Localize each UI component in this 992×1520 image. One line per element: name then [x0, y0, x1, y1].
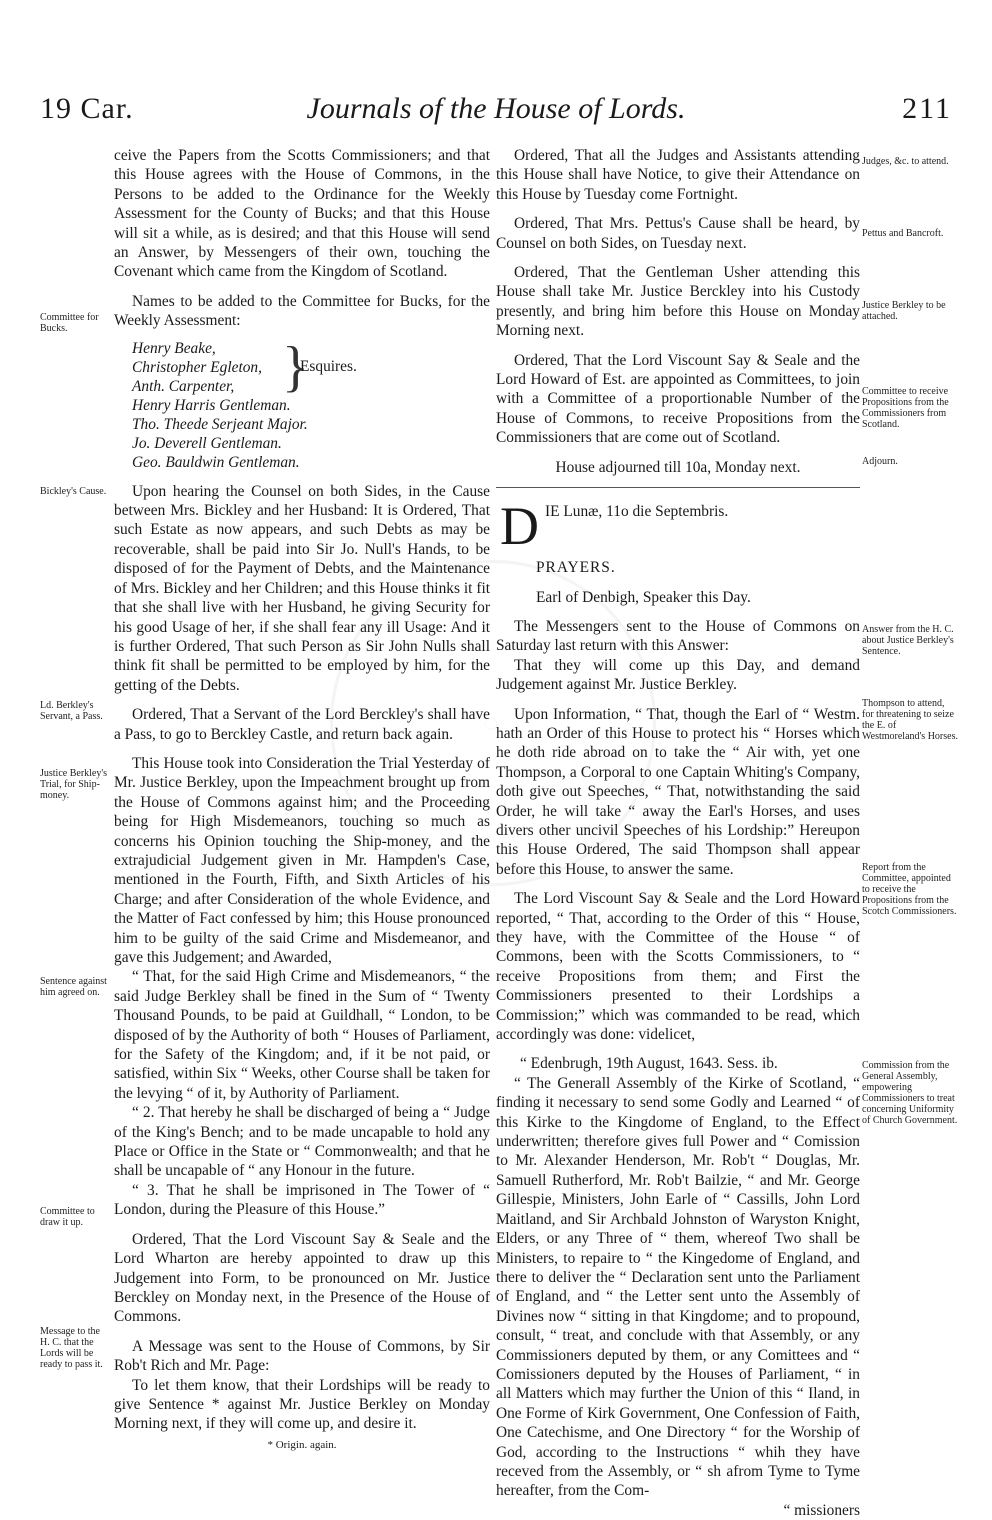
paragraph-commission: “ The Generall Assembly of the Kirke of Scotland, “ finding it necessary to send some Godly and Learned “ of this Kirke to the Kingdome of England, to the Effect underwritten; therefore gives full Power and “ Comission to Mr. Alexander Henderson, Mr. Rob't “ Douglas, Mr. Samuell Rutherford, Mr. Rob't Bailzie, “ and Mr. George Gillespie, Ministers, John Earle of “ Cassills, John Lord Maitland, and Sir Archbald Johnston of Waryston Knight, Elders, or any Three of “ them, whereof Two shall be Ministers, to repaire to “ the Kingedome of England, and there to deliver the “ Declaration sent unto the Parliament of England, and “ the Letter sent unto the Assembly of Divines now “ sitting in that Kingdome; and to propound, consult, “ treat, and conclude with that Assembly, or any Commissioners deputed by them, or any Comittees and “ Comissioners deputed by the Houses of Parliament, “ in all Matters which may further the Union of this “ Iland, in One Forme of Kirk Government, One Confession of Faith, One Catechisme, and One Directory “ for the Worship of God, according to the Instructions “ whih they have receved from the Assembly, or “ sh afrom Tyme to Tyme hereafter, from the Com- — [496, 1074, 860, 1500]
running-title: Journals of the House of Lords. — [306, 92, 686, 125]
paragraph-bickley-cause: Upon hearing the Counsel on both Sides, in the Cause between Mrs. Bickley and her Husband: It is Ordered, That such Estate as now appears, and such Debts as may be recoverable, shall be paid into Sir Jo. Null's Hands, to be disposed of for the Payment of Debts, and the Maintenance of Mrs. Bickley and her Children; and this House thinks it fit that she shall live with her Husband, he giving Security for his good Usage of her, if she shall fear any ill Usage: And it is further Ordered, That such Person as Sir John Nulls shall think fit shall be permitted to be employed by him, for the getting of the Debts. — [114, 482, 490, 694]
names-list — [132, 335, 490, 472]
footnote: * Origin. again. — [267, 1438, 337, 1451]
margin-note-justice-attached: Justice Berkley to be attached. — [862, 300, 946, 322]
paragraph-bucks-committee: Names to be added to the Committee for Bucks, for the Weekly Assessment: — [114, 292, 490, 330]
paragraph-scotts-papers: ceive the Papers from the Scotts Commissioners; and that this House agrees with the House of Commons, in the Persons to be added to the Ordinance for the Weekly Assessment for the County of Bucks; and that this House will sit a while, as is desired; and that this House will send an Answer, by Messengers of their own, touching the Covenant which came from the Kingdom of Scotland. — [114, 147, 490, 281]
name-entry: Tho. Theede Serjeant Major. — [132, 415, 308, 433]
margin-note-commission: Commission from the General Assembly, empowering Commissioners to treat concerning Uniformity of Church Government. — [862, 1060, 958, 1126]
paragraph-judgement-1: “ That, for the said High Crime and Misdemeanors, “ the said Judge Berkley shall be fined in the Sum of “ Twenty Thousand Pounds, to be paid at Guildhall, “ London, to be disposed of by the Authority of both “ Houses of Parliament, for the Safety of the Kingdom; and, if it be not paid, or satisfied, within Six “ Weeks, other Course shall be taken for the levying “ of it, by Authority of Parliament. — [114, 968, 490, 1102]
drop-cap: D — [500, 496, 539, 557]
paragraph-pettus: Ordered, That Mrs. Pettus's Cause shall be heard, by Counsel on both Sides, on Tuesday next. — [496, 215, 860, 252]
name-entry: Anth. Carpenter, — [132, 377, 235, 395]
margin-note-committee-bucks: Committee for Bucks. — [40, 312, 99, 334]
name-entry: Geo. Bauldwin Gentleman. — [132, 453, 300, 471]
margin-note-bickley-cause: Bickley's Cause. — [40, 486, 107, 497]
paragraph-usher: Ordered, That the Gentleman Usher attending this House shall take Mr. Justice Berckley into his Custody presently, and bring him before this House on Monday Morning next. — [496, 264, 860, 340]
name-entry: Henry Beake, — [132, 339, 216, 357]
margin-note-berkley-trial: Justice Berkley's Trial, for Ship-money. — [40, 768, 108, 801]
paragraph-judgement-3: “ 3. That he shall be imprisoned in The Tower of “ London, during the Pleasure of this House.” — [114, 1181, 490, 1219]
margin-note-sentence: Sentence against him agreed on. — [40, 976, 107, 998]
esquires-label: Esquires. — [300, 357, 357, 375]
paragraph-judges-notice: Ordered, That all the Judges and Assistants attending this House shall have Notice, to give their Attendance on this House by Tuesday come Fortnight. — [496, 147, 860, 203]
right-column — [496, 146, 860, 1520]
regnal-year: 19 Car. — [40, 92, 134, 125]
name-entry: Henry Harris Gentleman. — [132, 396, 291, 414]
adjournment-line: House adjourned till 10a, Monday next. — [555, 458, 801, 476]
margin-note-berkley-servant: Ld. Berkley's Servant, a Pass. — [40, 700, 103, 722]
day-heading-text: IE Lunæ, 11o die Septembris. — [545, 503, 729, 521]
name-entry: Jo. Deverell Gentleman. — [132, 434, 282, 452]
margin-note-thompson: Thompson to attend, for threatening to seize the E. of Westmoreland's Horses. — [862, 698, 958, 742]
speaker-line: Earl of Denbigh, Speaker this Day. — [536, 588, 751, 606]
paragraph-sentence-ready: To let them know, that their Lordships will be ready to give Sentence * against Mr. Justice Berkley on Monday Morning next, if they will come up, and desire it. — [114, 1376, 490, 1433]
margin-note-answer-hc: Answer from the H. C. about Justice Berkley's Sentence. — [862, 624, 954, 657]
catchword: “ missioners — [783, 1501, 860, 1519]
brace-glyph: } — [282, 335, 309, 398]
paragraph-judgement-2: “ 2. That hereby he shall be discharged of being a “ Judge of the King's Bench; and to be made uncapable to hold any Place or Office in the State or “ Commonwealth; and that he shall be uncapable of “ any Honour in the future. — [114, 1104, 490, 1180]
paragraph-messengers: The Messengers sent to the House of Commons on Saturday last return with this Answer: — [496, 617, 860, 655]
paragraph-committees: Ordered, That the Lord Viscount Say & Seale and the Lord Howard of Est. are appointed as Committees, to join with a Committee of a proportionable Number of the House of Commons, to receive Propositions from the Commissioners that are come out of Scotland. — [496, 351, 860, 447]
margin-note-judges: Judges, &c. to attend. — [862, 156, 949, 167]
commission-dateline: “ Edenbrugh, 19th August, 1643. Sess. ib. — [520, 1055, 778, 1073]
paragraph-report: The Lord Viscount Say & Seale and the Lord Howard reported, “ That, according to the Order of this “ House, they have, with the Committee of the House “ of Commons, been with the Scotts Commissioners, to “ receive Propositions from them; and First the Commissioners presented to their Lordships a Commission;” which was commanded to be read, which accordingly was done: videlicet, — [496, 890, 860, 1044]
page-header — [40, 92, 952, 136]
left-column — [114, 146, 490, 1455]
paragraph-trial: This House took into Consideration the Trial Yesterday of Mr. Justice Berkley, upon the Impeachment brought up from the House of Commons against him; and the Proceeding being for High Misdemeanors, touching so much as concerns his Opinion touching the Ship-money, and the extrajudicial Judgement given in Mr. Hampden's Case, mentioned in the Fourth, Fifth, and Sixth Articles of his Charge; and after Consideration of the whole Evidence, and the Matter of Fact confessed by him; this House pronounced him to be guilty of the said Crime and Misdemeanor, and gave this Judgement; and Awarded, — [114, 754, 490, 966]
page-number: 211 — [902, 92, 952, 125]
paragraph-message: A Message was sent to the House of Commons, by Sir Rob't Rich and Mr. Page: — [114, 1337, 490, 1375]
day-heading — [496, 496, 860, 557]
paragraph-servant-pass: Ordered, That a Servant of the Lord Berckley's shall have a Pass, to go to Berckley Castle, and return back again. — [114, 706, 490, 743]
margin-note-committee-scotland: Committee to receive Propositions from the Commissioners from Scotland. — [862, 386, 949, 430]
name-entry: Christopher Egleton, — [132, 358, 262, 376]
margin-note-committee-draw: Committee to draw it up. — [40, 1206, 95, 1228]
paragraph-judgement-demand: That they will come up this Day, and demand Judgement against Mr. Justice Berkley. — [496, 656, 860, 694]
prayers-heading: PRAYERS. — [536, 559, 616, 577]
margin-note-report: Report from the Committee, appointed to receive the Propositions from the Scotch Commissioners. — [862, 862, 957, 917]
library-watermark: ◌ — [266, 496, 720, 950]
section-divider — [496, 487, 860, 488]
paragraph-thompson: Upon Information, “ That, though the Earl of “ Westm. hath an Order of this House to protect his “ Horses which he doth ride abroad on to take the “ Air with, yet one Thompson, a Corporal to one Captain Whiting's Company, doth give out Speeches, “ That, notwithstanding the said Order, he will take “ away the Earl's Horses, and uses divers other uncivil Speeches of his Lordship:” Hereupon this House Ordered, The said Thompson shall appear before this House, to answer the same. — [496, 705, 860, 878]
margin-note-adjourn: Adjourn. — [862, 456, 898, 467]
margin-note-pettus: Pettus and Bancroft. — [862, 228, 944, 239]
margin-note-message: Message to the H. C. that the Lords will be ready to pass it. — [40, 1326, 103, 1370]
paragraph-draw-up: Ordered, That the Lord Viscount Say & Seale and the Lord Wharton are hereby appointed to draw up this Judgement into Form, to be pronounced on Mr. Justice Berckley on Monday next, in the Presence of the House of Commons. — [114, 1230, 490, 1326]
